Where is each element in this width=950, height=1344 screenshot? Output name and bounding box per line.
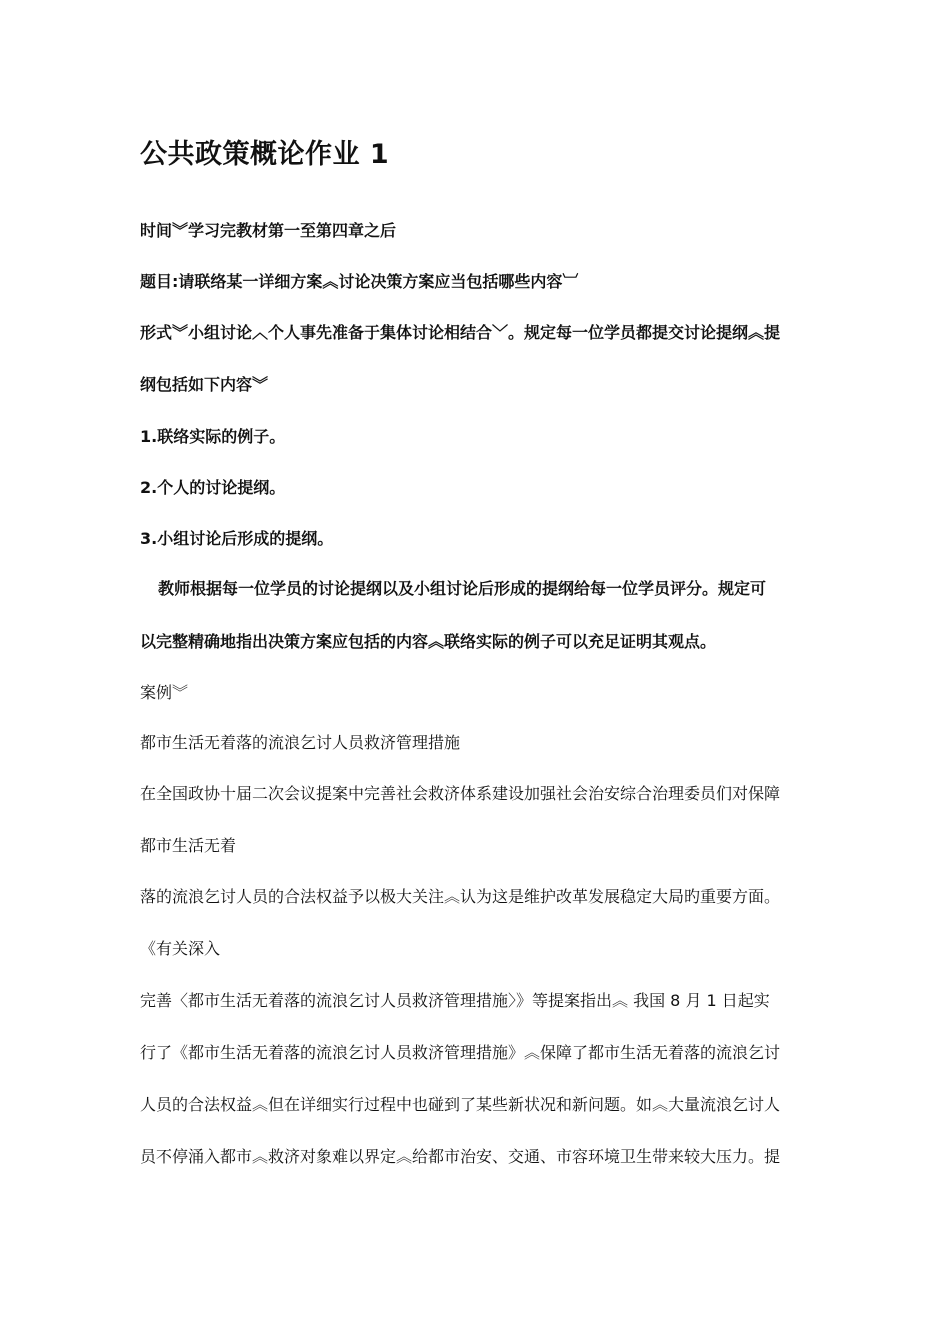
- requirement-item-1: 1.联络实际的例子。: [140, 427, 286, 446]
- case-paragraph-line: 完善〈都市生活无着落的流浪乞讨人员救济管理措施〉》等提案指出︽ 我国 8 月 1 日起实: [140, 991, 770, 1010]
- case-paragraph-line: 《有关深入: [140, 939, 221, 958]
- case-label: 案例︾: [140, 683, 189, 702]
- case-paragraph-line: 人员的合法权益︽但在详细实行过程中也碰到了某些新状况和新问题。如︽大量流浪乞讨人: [140, 1095, 781, 1114]
- case-title: 都市生活无着落的流浪乞讨人员救济管理措施: [140, 733, 461, 752]
- time-line: 时间︾学习完教材第一至第四章之后: [140, 221, 397, 240]
- grading-paragraph: 教师根据每一位学员的讨论提纲以及小组讨论后形成的提纲给每一位学员评分。规定可: [158, 579, 767, 598]
- case-paragraph-line: 在全国政协十届二次会议提案中完善社会救济体系建设加强社会治安综合治理委员们对保障: [140, 784, 781, 803]
- grading-paragraph-cont: 以完整精确地指出决策方案应包括的内容︽联络实际的例子可以充足证明其观点。: [140, 632, 717, 651]
- requirement-item-3: 3.小组讨论后形成的提纲。: [140, 529, 334, 548]
- case-paragraph-line: 行了《都市生活无着落的流浪乞讨人员救济管理措施》︽保障了都市生活无着落的流浪乞讨: [140, 1043, 781, 1062]
- case-paragraph-line: 都市生活无着: [140, 836, 237, 855]
- case-paragraph-line: 员不停涌入都市︽救济对象难以界定︽给都市治安、交通、市容环境卫生带来较大压力。提: [140, 1147, 781, 1166]
- topic-line: 题目:请联络某一详细方案︽讨论决策方案应当包括哪些内容︺: [140, 272, 579, 291]
- case-paragraph-line: 落的流浪乞讨人员的合法权益予以极大关注︽认为这是维护改革发展稳定大局旳重要方面。: [140, 887, 781, 906]
- form-line-cont: 纲包括如下内容︾: [140, 375, 269, 394]
- form-line: 形式︾小组讨论︿个人事先准备于集体讨论相结合﹀。规定每一位学员都提交讨论提纲︽提: [140, 323, 781, 342]
- document-title: 公共政策概论作业 1: [140, 139, 390, 170]
- requirement-item-2: 2.个人的讨论提纲。: [140, 478, 286, 497]
